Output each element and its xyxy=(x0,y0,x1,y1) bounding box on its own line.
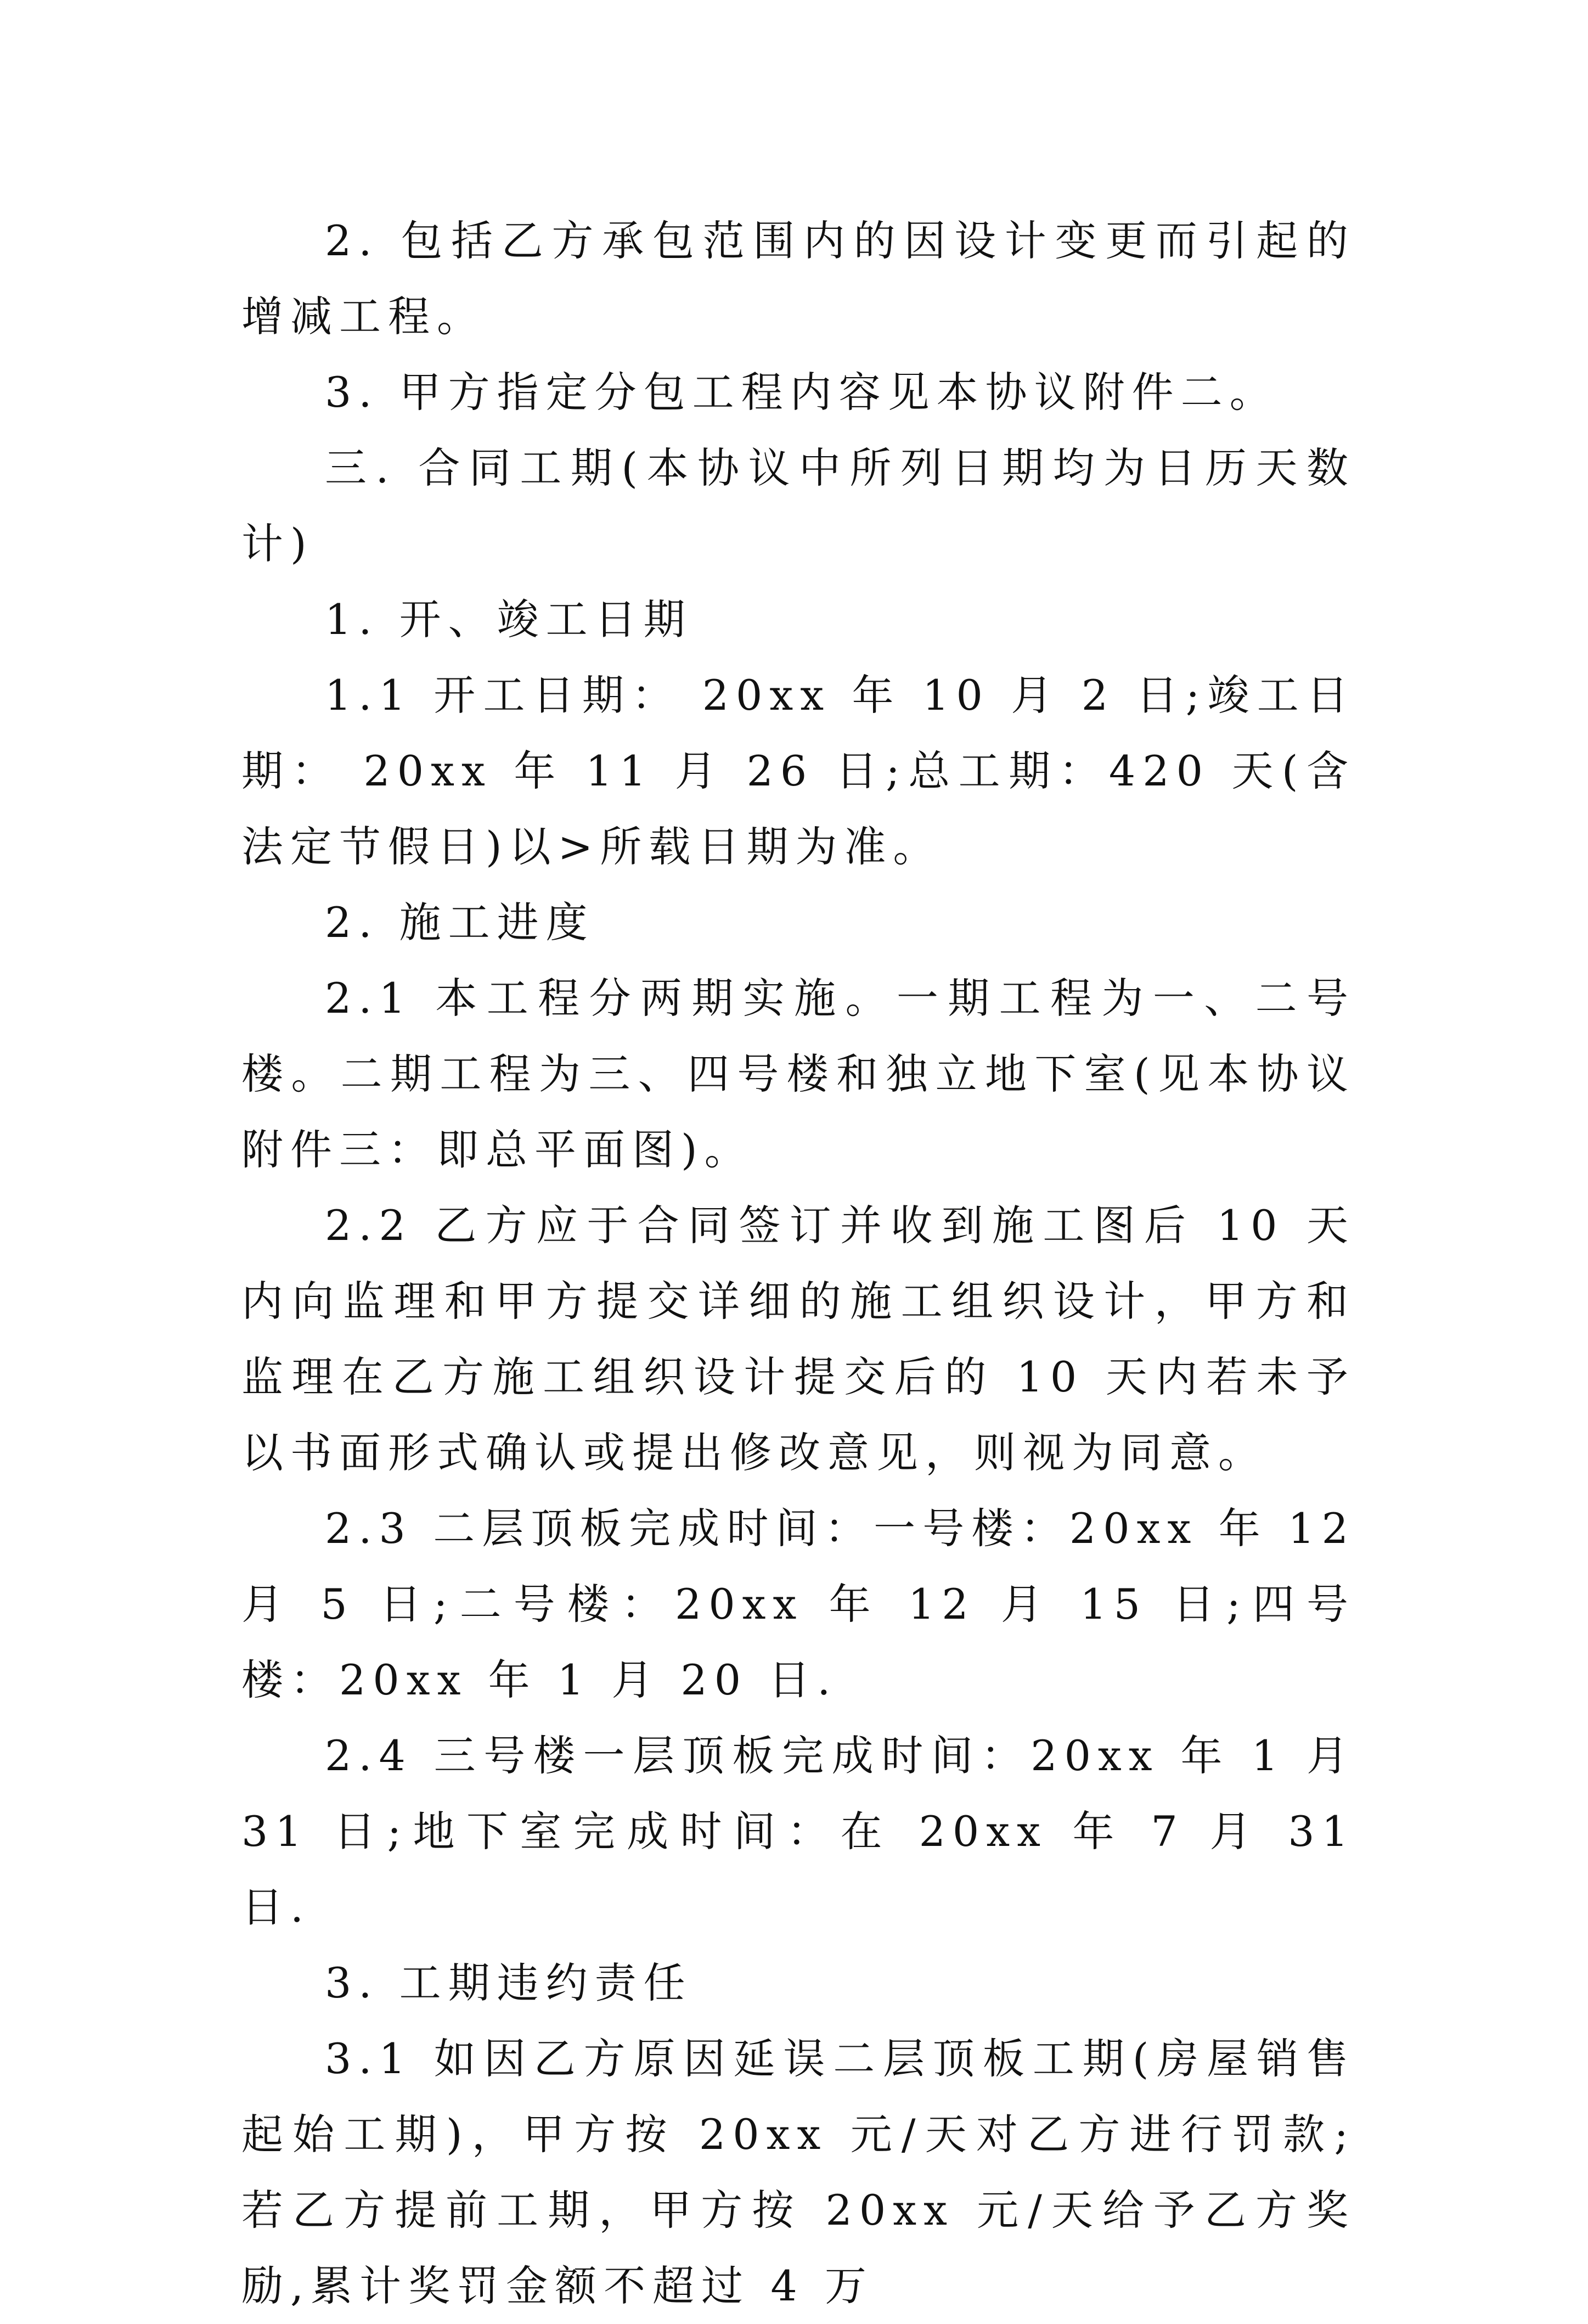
subheading-construction-progress: 2. 施工进度 xyxy=(325,898,595,947)
paragraph-building-three-basement-dates: 2.4 三号楼一层顶板完成时间：20xx 年 1 月 31 日;地下室完成时间：在 20xx 年 7 月 31 日. xyxy=(241,1731,1355,1932)
paragraph-construction-design-submission: 2.2 乙方应于合同签订并收到施工图后 10 天内向监理和甲方提交详细的施工组织设计，甲方和监理在乙方施工组织设计提交后的 10 天内若未予以书面形式确认或提出修改意见，则视为同意。 xyxy=(241,1201,1355,1477)
subheading-start-completion-dates: 1. 开、竣工日期 xyxy=(325,595,692,644)
subheading-delay-liability: 3. 工期违约责任 xyxy=(325,1958,692,2007)
paragraph-designated-subcontract: 3. 甲方指定分包工程内容见本协议附件二。 xyxy=(325,368,1279,417)
paragraph-start-completion-dates: 1.1 开工日期： 20xx 年 10 月 2 日;竣工日期： 20xx 年 11 月 26 日;总工期：420 天(含法定节假日)以>所载日期为准。 xyxy=(241,671,1355,871)
paragraph-penalty-reward: 3.1 如因乙方原因延误二层顶板工期(房屋销售起始工期)，甲方按 20xx 元/天对乙方进行罚款;若乙方提前工期，甲方按 20xx 元/天给予乙方奖励,累计奖罚金额不超过 4 万 xyxy=(241,2034,1355,2310)
paragraph-two-phases: 2.1 本工程分两期实施。一期工程为一、二号楼。二期工程为三、四号楼和独立地下室(见本协议附件三：即总平面图)。 xyxy=(241,974,1355,1174)
paragraph-second-floor-roof-dates: 2.3 二层顶板完成时间：一号楼：20xx 年 12 月 5 日;二号楼：20xx 年 12 月 15 日;四号楼：20xx 年 1 月 20 日. xyxy=(241,1504,1355,1704)
section-heading-contract-period: 三. 合同工期(本协议中所列日期均为日历天数计) xyxy=(241,444,1355,568)
document-body xyxy=(241,203,1355,2324)
paragraph-scope-design-change: 2. 包括乙方承包范围内的因设计变更而引起的增减工程。 xyxy=(241,216,1355,341)
